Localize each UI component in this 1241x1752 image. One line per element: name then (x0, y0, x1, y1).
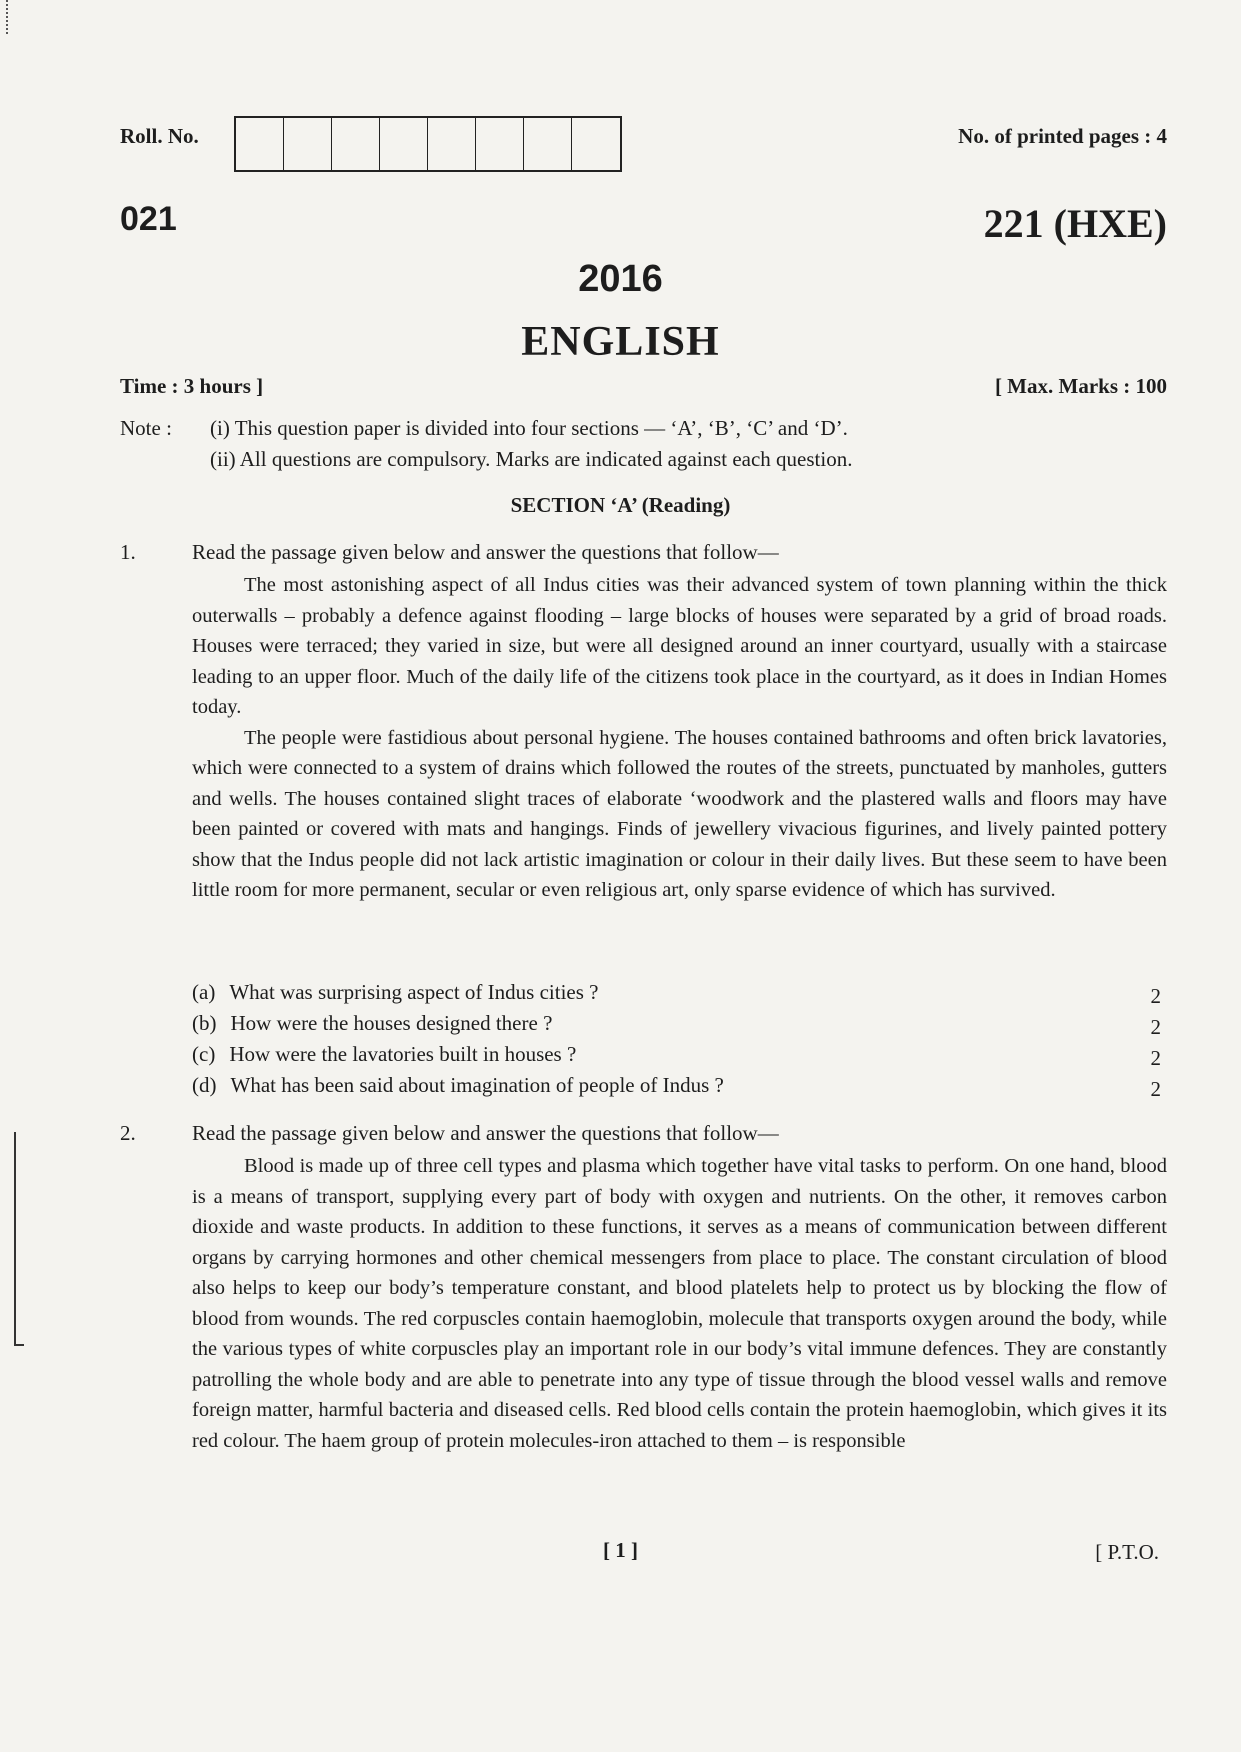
roll-number-box[interactable] (476, 118, 524, 170)
reading-passage (192, 1151, 1167, 1456)
sub-question-label: (c) (192, 1042, 216, 1066)
roll-number-box[interactable] (572, 118, 620, 170)
sub-question-label: (a) (192, 980, 216, 1004)
sub-question-text: What has been said about imagination of people of Indus ? (230, 1073, 724, 1097)
paper-code-right: 221 (HXE) (983, 201, 1167, 246)
roll-number-box[interactable] (428, 118, 476, 170)
note-item: (i) This question paper is divided into four sections — ‘A’, ‘B’, ‘C’ and ‘D’. (210, 416, 848, 440)
exam-year: 2016 (578, 258, 663, 300)
subject-title: ENGLISH (521, 319, 720, 365)
sub-question-marks: 2 (1150, 1077, 1161, 1101)
roll-number-box[interactable] (380, 118, 428, 170)
sub-question-text: How were the lavatories built in houses ? (229, 1042, 577, 1066)
note-label: Note : (120, 416, 172, 440)
sub-question-marks: 2 (1150, 984, 1161, 1008)
page-number: [ 1 ] (603, 1538, 638, 1562)
sub-question (192, 1011, 552, 1036)
roll-number-box[interactable] (236, 118, 284, 170)
sub-question-label: (d) (192, 1073, 217, 1097)
passage-paragraph: Blood is made up of three cell types and plasma which together have vital tasks to perform. On one hand, blood is a means of transport, supplying every part of body with oxygen and nutrients. On the other, it removes carbon dioxide and waste products. In addition to these functions, it serves as a means of communication between different organs by carrying hormones and other chemical messengers from place to place. The constant circulation of blood also helps to keep our body’s temperature constant, and blood platelets help to protect us by blocking the flow of blood from wounds. The red corpuscles contain haemoglobin, molecule that transports oxygen around the body, while the various types of white corpuscles play an important role in our body’s vital immune defences. They are constantly patrolling the whole body and are able to penetrate into any type of tissue through the blood vessel walls and remove foreign matter, harmful bacteria and diseased cells. Red blood cells contain the protein haemoglobin, which gives it its red colour. The haem group of protein molecules-iron attached to them – is responsible (192, 1155, 1167, 1452)
printed-pages-count: No. of printed pages : 4 (958, 124, 1167, 148)
note-item: (ii) All questions are compulsory. Marks are indicated against each question. (210, 447, 853, 471)
question-number: 2. (120, 1121, 136, 1145)
passage-paragraph: The people were fastidious about personal hygiene. The houses contained bathrooms and often brick lavatories, which were connected to a system of drains which followed the routes of the streets, punctuated by manholes, gutters and wells. The houses contained slight traces of elaborate ‘woodwork and the plastered walls and floors may have been painted or covered with mats and hangings. Finds of jewellery vivacious figurines, and lively painted pottery show that the Indus people did not lack artistic imagination or colour in their daily lives. But these seem to have been little room for more permanent, secular or even religious art, only sparse evidence of which has survived. (192, 726, 1167, 901)
sub-question (192, 1042, 576, 1067)
section-heading: SECTION ‘A’ (Reading) (510, 493, 731, 517)
time-allowed: Time : 3 hours ] (120, 374, 264, 398)
margin-line (14, 1132, 16, 1346)
sub-question (192, 980, 598, 1005)
sub-question-text: How were the houses designed there ? (230, 1011, 553, 1035)
roll-number-boxes[interactable] (234, 116, 622, 172)
margin-dots (6, 0, 10, 34)
sub-question-label: (b) (192, 1011, 217, 1035)
please-turn-over: [ P.T.O. (1095, 1540, 1159, 1564)
roll-number-box[interactable] (524, 118, 572, 170)
sub-question-marks: 2 (1150, 1015, 1161, 1039)
question-intro: Read the passage given below and answer the questions that follow— (192, 540, 779, 564)
reading-passage (192, 570, 1167, 906)
sub-question-text: What was surprising aspect of Indus cities ? (229, 980, 599, 1004)
roll-number-box[interactable] (284, 118, 332, 170)
question-number: 1. (120, 540, 136, 564)
sub-question-marks: 2 (1150, 1046, 1161, 1070)
max-marks: [ Max. Marks : 100 (994, 374, 1167, 398)
passage-paragraph: The most astonishing aspect of all Indus cities was their advanced system of town planning within the thick outerwalls – probably a defence against flooding – large blocks of houses were separated by a grid of broad roads. Houses were terraced; they varied in size, but were all designed around an inner courtyard, usually with a staircase leading to an upper floor. Much of the daily life of the citizens took place in the courtyard, as it does in Indian Homes today. (192, 574, 1167, 718)
roll-number-label: Roll. No. (120, 124, 199, 148)
sub-question (192, 1073, 724, 1098)
margin-tick (16, 1344, 24, 1346)
paper-code-left: 021 (120, 200, 177, 238)
roll-number-box[interactable] (332, 118, 380, 170)
question-intro: Read the passage given below and answer the questions that follow— (192, 1121, 779, 1145)
